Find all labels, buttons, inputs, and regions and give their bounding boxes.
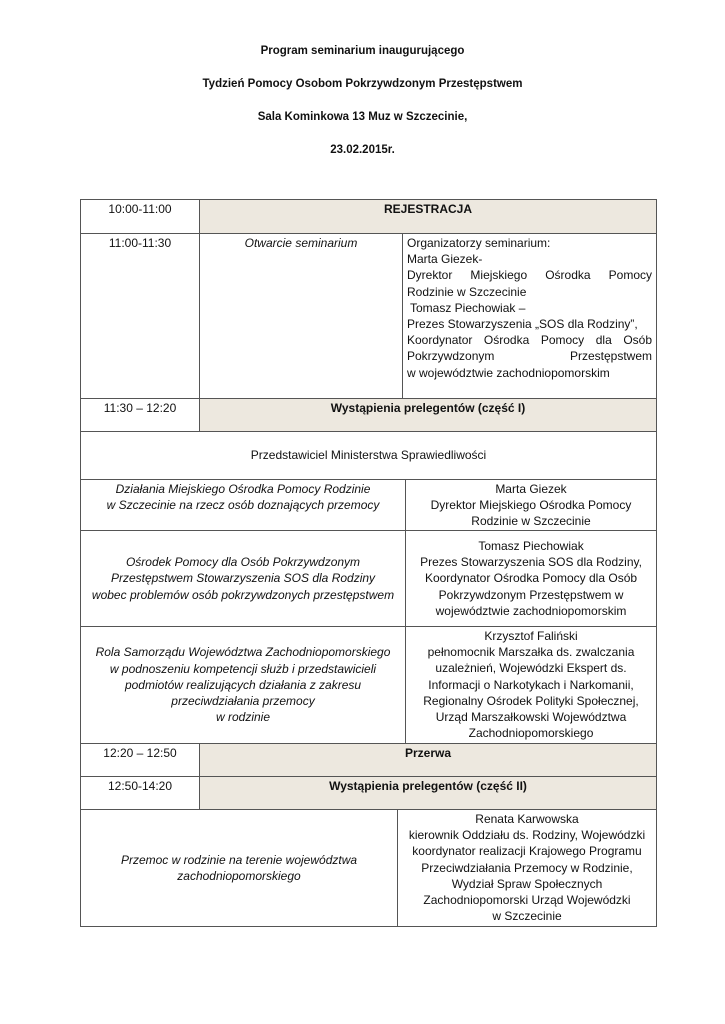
- topic-line: w podnoszeniu kompetencji służb i przedstawicieli: [109, 661, 377, 676]
- time-cell: 12:50-14:20: [81, 777, 200, 809]
- topic-line: Działania Miejskiego Ośrodka Pomocy Rodzinie: [115, 482, 371, 496]
- talk4-speaker: [398, 810, 657, 926]
- speaker-line: Zachodniopomorskiego: [468, 726, 594, 741]
- ministry-cell: [81, 432, 657, 479]
- talk3-speaker: [406, 627, 657, 743]
- topic-line: zachodniopomorskiego: [177, 869, 301, 883]
- organizers-line: Tomasz Piechowiak –: [410, 300, 526, 315]
- table-row-session2: [81, 777, 657, 810]
- organizers-line: Marta Giezek-: [407, 252, 483, 267]
- speaker-line: pełnomocnik Marszałka ds. zwalczania: [427, 645, 635, 660]
- talk3-topic: [81, 627, 406, 743]
- topic-line: Ośrodek Pomocy dla Osób Pokrzywdzonym: [125, 555, 361, 570]
- table-row-talk4: [81, 810, 657, 927]
- organizers-cell: [403, 234, 657, 398]
- session2-title: Wystąpienia prelegentów (część II): [200, 777, 657, 809]
- speaker-line: uzależnień, Wojewódzki Ekspert ds.: [435, 661, 627, 676]
- table-row-talk2: [81, 531, 657, 627]
- speaker-line: Krzysztof Faliński: [484, 629, 578, 643]
- organizers-line: Rodzinie w Szczecinie: [407, 284, 527, 299]
- talk2-speaker: [406, 531, 657, 626]
- ministry-representative: Przedstawiciel Ministerstwa Sprawiedliwości: [250, 448, 487, 463]
- speaker-line: Marta Giezek: [495, 482, 567, 496]
- organizers-line: w województwie zachodniopomorskim: [407, 365, 610, 380]
- organizers-line: Prezes Stowarzyszenia „SOS dla Rodziny”,: [407, 317, 638, 332]
- table-row-session1: [81, 399, 657, 432]
- time-cell: 12:20 – 12:50: [81, 744, 200, 776]
- topic-line: Przemoc w rodzinie na terenie województwa: [120, 852, 358, 867]
- speaker-line: Regionalny Ośrodek Polityki Społecznej,: [423, 693, 639, 708]
- table-row-break: [81, 744, 657, 777]
- talk4-topic: [81, 810, 398, 926]
- speaker-line: Informacji o Narkotykach i Narkomanii,: [428, 677, 634, 692]
- event-title: Tydzień Pomocy Osobom Pokrzywdzonym Przestępstwem: [202, 78, 523, 90]
- speaker-line: Prezes Stowarzyszenia SOS dla Rodziny,: [420, 555, 642, 570]
- talk1-topic: [81, 480, 406, 530]
- speaker-line: koordynator realizacji Krajowego Programu: [412, 844, 642, 859]
- program-table: [80, 199, 657, 927]
- topic-line: wobec problemów osób pokrzywdzonych przestępstwem: [91, 587, 395, 602]
- speaker-line: Dyrektor Miejskiego Ośrodka Pomocy: [430, 498, 632, 513]
- speaker-line: Zachodniopomorski Urząd Wojewódzki: [423, 893, 631, 908]
- talk1-speaker: [406, 480, 657, 530]
- venue: Sala Kominkowa 13 Muz w Szczecinie,: [257, 111, 468, 123]
- table-row-ministry: [81, 432, 657, 480]
- speaker-line: województwie zachodniopomorskim: [435, 603, 627, 618]
- speaker-line: Urząd Marszałkowski Województwa: [435, 710, 627, 725]
- opening-title: Otwarcie seminarium: [200, 234, 403, 398]
- topic-line: Przestępstwem Stowarzyszenia SOS dla Rodziny: [110, 571, 376, 586]
- program-title: Program seminarium inaugurującego: [260, 45, 465, 57]
- time-cell: 10:00-11:00: [81, 200, 200, 233]
- event-date: 23.02.2015r.: [330, 144, 395, 156]
- organizers-line: Organizatorzy seminarium:: [407, 236, 551, 250]
- speaker-line: Pokrzywdzonym Przestępstwem w: [438, 587, 624, 602]
- speaker-line: Koordynator Ośrodka Pomocy dla Osób: [424, 571, 638, 586]
- organizers-line: Koordynator Ośrodka Pomocy dla Osób: [407, 333, 652, 348]
- talk2-topic: [81, 531, 406, 626]
- table-row-registration: [81, 200, 657, 234]
- topic-line: Rola Samorządu Województwa Zachodniopomorskiego: [95, 645, 391, 660]
- topic-line: w rodzinie: [215, 710, 271, 725]
- topic-line: przeciwdziałania przemocy: [171, 694, 315, 709]
- table-row-talk1: [81, 480, 657, 531]
- table-row-opening: [81, 234, 657, 399]
- speaker-line: Renata Karwowska: [475, 812, 579, 826]
- topic-line: podmiotów realizujących działania z zakresu: [124, 677, 362, 692]
- speaker-line: Rodzinie w Szczecinie: [471, 514, 591, 529]
- registration-label: REJESTRACJA: [200, 200, 657, 233]
- speaker-line: Przeciwdziałania Przemocy w Rodzinie,: [421, 860, 633, 875]
- organizers-line: Pokrzywdzonym Przestępstwem: [407, 349, 652, 364]
- table-row-talk3: [81, 627, 657, 744]
- organizers-line: Dyrektor Miejskiego Ośrodka Pomocy: [407, 268, 652, 283]
- break-title: Przerwa: [200, 744, 657, 776]
- speaker-line: kierownik Oddziału ds. Rodziny, Wojewódzki: [408, 828, 646, 843]
- session1-title: Wystąpienia prelegentów (część I): [200, 399, 657, 431]
- speaker-line: w Szczecinie: [492, 909, 562, 924]
- document-header: [0, 42, 725, 159]
- time-cell: 11:00-11:30: [81, 234, 200, 398]
- time-cell: 11:30 – 12:20: [81, 399, 200, 431]
- speaker-line: Tomasz Piechowiak: [478, 538, 584, 553]
- speaker-line: Wydział Spraw Społecznych: [451, 876, 603, 891]
- topic-line: w Szczecinie na rzecz osób doznających przemocy: [106, 498, 380, 513]
